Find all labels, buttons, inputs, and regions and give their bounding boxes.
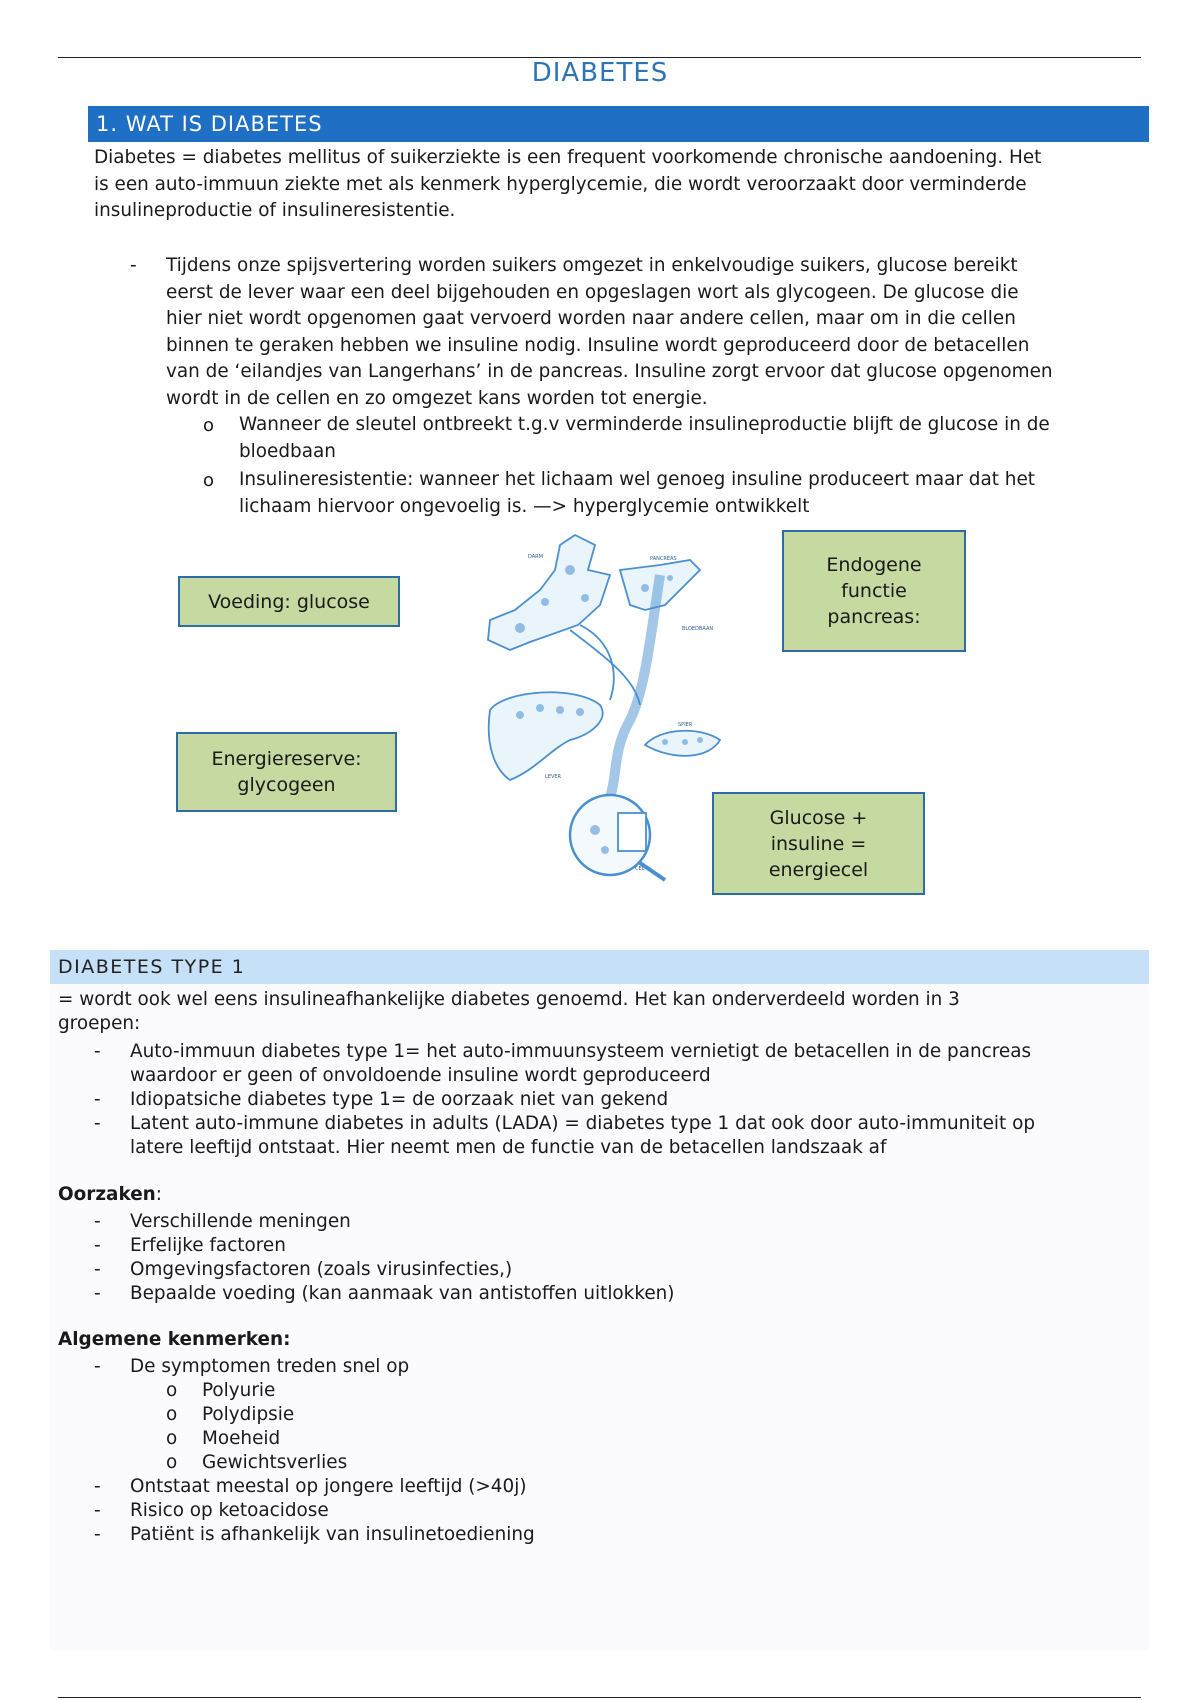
label-bloedbaan: BLOEDBAAN xyxy=(682,626,714,632)
label-cel: CEL xyxy=(635,866,645,872)
glucose-pathway-illustration xyxy=(460,530,735,885)
list-item: - Latent auto-immune diabetes in adults (LADA) = diabetes type 1 dat ook door auto-immuniteit op latere leeftijd ontstaat. Hier neemt men de functie van de betacellen landszaak af xyxy=(94,1113,1035,1158)
label-pancreas: PANCREAS xyxy=(650,556,677,562)
sub-bullet-insulin-missing: Wanneer de sleutel ontbreekt t.g.v verminderde insulineproductie blijft de glucose in de bloedbaan xyxy=(239,414,1050,462)
page-title: DIABETES xyxy=(531,58,669,88)
box-glucose-insuline-energiecel: Glucose + insuline = energiecel xyxy=(712,792,925,895)
oorzaken-list xyxy=(94,1210,674,1306)
type1-groups-list xyxy=(94,1040,1035,1160)
sub-list-item: o Moeheid xyxy=(166,1428,281,1449)
intro-paragraph: Diabetes = diabetes mellitus of suikerziekte is een frequent voorkomende chronische aandoening. Het is een auto-immuun ziekte met als kenmerk hyperglycemie, die wordt veroorzaakt door verminderde insulineproductie of insulineresistentie. xyxy=(94,147,1042,221)
list-item: - Verschillende meningen xyxy=(94,1211,351,1232)
sub-list-item: o Polyurie xyxy=(166,1380,276,1401)
oorzaken-heading: Oorzaken: xyxy=(58,1184,162,1205)
box-endogene-functie-pancreas: Endogene functie pancreas: xyxy=(782,530,966,652)
box-energiereserve-glycogeen: Energiereserve: glycogeen xyxy=(176,732,397,812)
list-item: - Ontstaat meestal op jongere leeftijd (>40j) xyxy=(94,1476,527,1497)
sub-bullet-insulin-resistance: Insulineresistentie: wanneer het lichaam wel genoeg insuline produceert maar dat het lichaam hiervoor ongevoelig is. —> hyperglycemie ontwikkelt xyxy=(239,469,1035,517)
liver-shape xyxy=(489,692,603,780)
bullet-paragraph-digestion: Tijdens onze spijsvertering worden suikers omgezet in enkelvoudige suikers, glucose bereikt eerst de lever waar een deel bijgehouden en opgeslagen wort als glycogeen. De glucose die hier niet wordt opgenomen gaat vervoerd worden naar andere cellen, maar om in die cellen binnen te geraken hebben we insuline nodig. Insuline wordt geproduceerd door de betacellen van de ‘eilandjes van Langerhans’ in de pancreas. Insuline zorgt ervoor dat glucose opgenomen wordt in de cellen en zo omgezet kans worden tot energie. xyxy=(166,255,1053,409)
box-voeding-glucose: Voeding: glucose xyxy=(178,576,400,627)
label-lever: LEVER xyxy=(545,774,561,780)
sub-bullet-marker: o xyxy=(203,415,215,436)
sub-bullet-marker: o xyxy=(203,470,215,491)
bottom-rule xyxy=(58,1697,1141,1698)
bullet-dash: - xyxy=(130,255,137,276)
type1-intro: = wordt ook wel eens insulineafhankelijke diabetes genoemd. Het kan onderverdeeld worden in 3 groepen: xyxy=(58,989,960,1034)
section-heading-wat-is-diabetes: 1. WAT IS DIABETES xyxy=(88,106,1149,142)
sub-list-item: o Polydipsie xyxy=(166,1404,295,1425)
section-heading-diabetes-type-1: DIABETES TYPE 1 xyxy=(50,950,1149,984)
list-item: - Idiopatsiche diabetes type 1= de oorzaak niet van gekend xyxy=(94,1089,669,1110)
bloodstream-path xyxy=(605,575,660,810)
list-item: - Erfelijke factoren xyxy=(94,1235,286,1256)
label-spier: SPIER xyxy=(678,722,693,728)
list-item: - Bepaalde voeding (kan aanmaak van antistoffen uitlokken) xyxy=(94,1283,675,1304)
sub-list-item: o Gewichtsverlies xyxy=(166,1452,348,1473)
list-item: - Risico op ketoacidose xyxy=(94,1500,329,1521)
label-darm: DARM xyxy=(528,554,543,560)
list-item: - De symptomen treden snel op xyxy=(94,1356,410,1377)
list-item: - Omgevingsfactoren (zoals virusinfecties,) xyxy=(94,1259,513,1280)
kenmerken-heading: Algemene kenmerken: xyxy=(58,1329,291,1350)
list-item: - Patiënt is afhankelijk van insulinetoediening xyxy=(94,1524,535,1545)
list-item: - Auto-immuun diabetes type 1= het auto-immuunsysteem vernietigt de betacellen in de pancreas waardoor er geen of onvoldoende insuline wordt geproduceerd xyxy=(94,1041,1032,1086)
kenmerken-list xyxy=(94,1355,535,1547)
